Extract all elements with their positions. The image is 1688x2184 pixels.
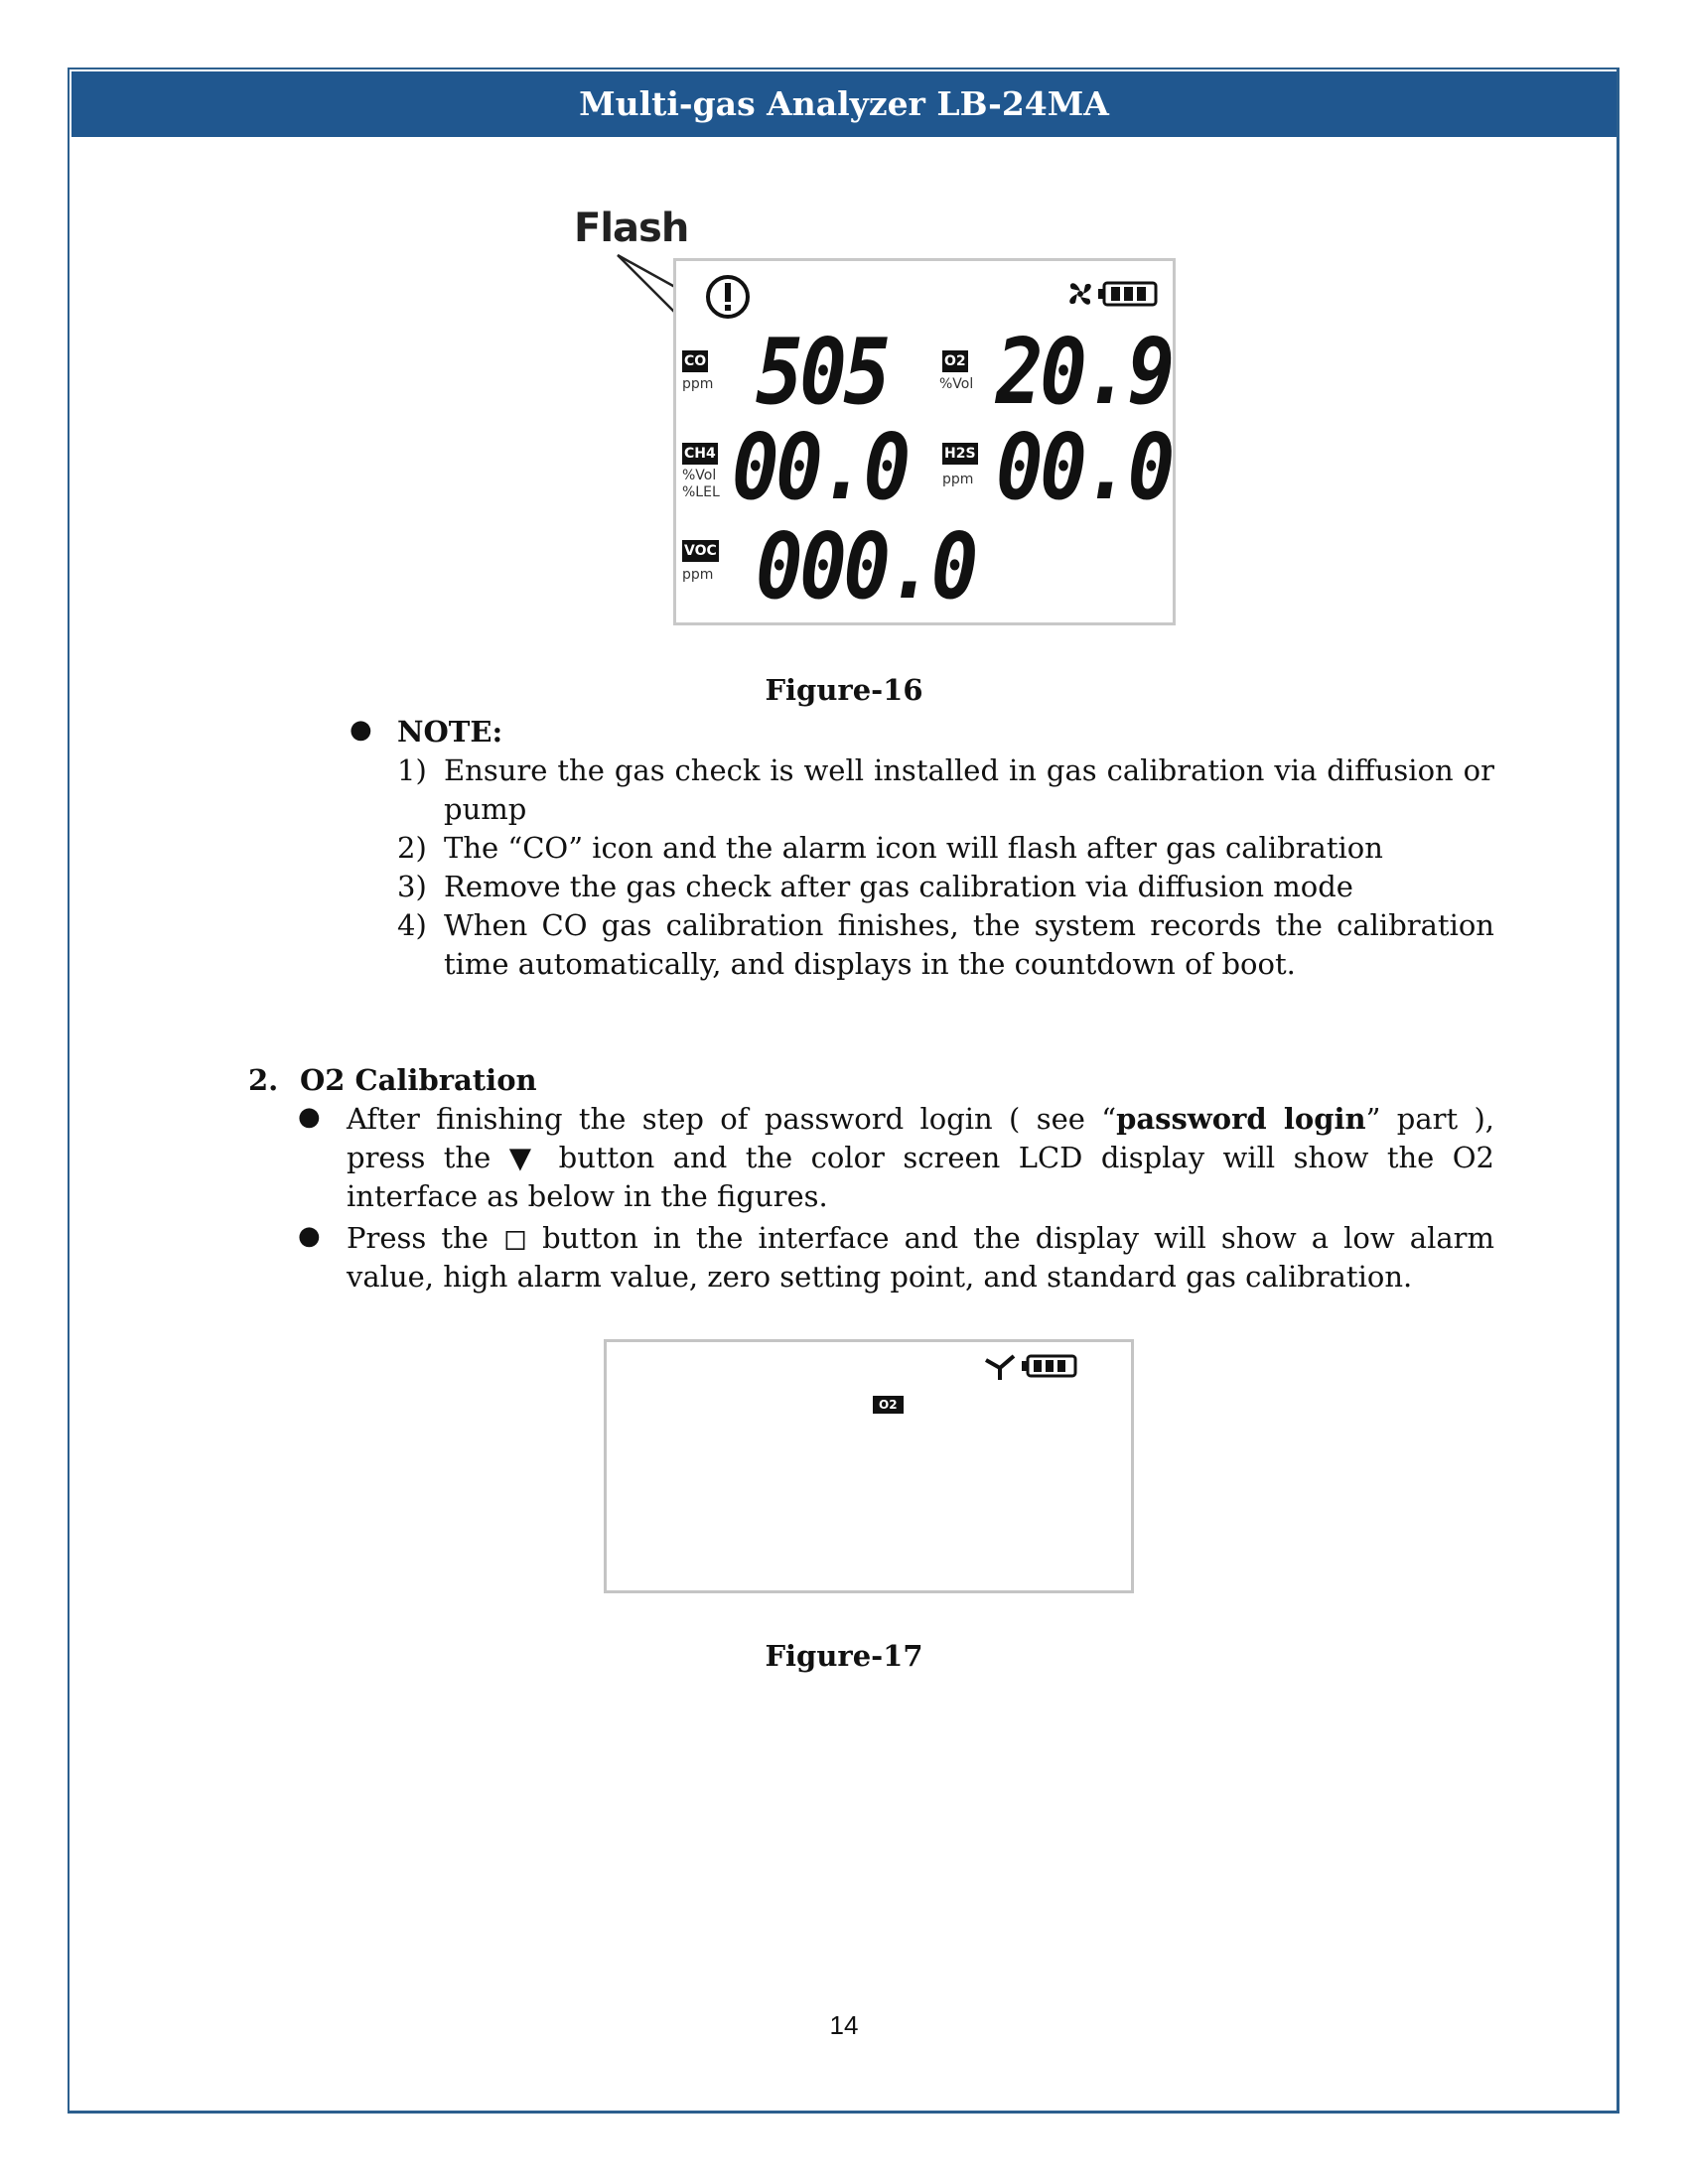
document-header: Multi-gas Analyzer LB-24MA [71, 71, 1617, 137]
paragraph-1-text-b: ” part ), press the ▼ button and the color screen LCD display will show the O2 interface as below in the figures. [347, 1102, 1494, 1213]
h2s-badge: H2S [942, 443, 978, 465]
lcd-screen [673, 258, 1176, 625]
ch4-reading: 00.0 [732, 414, 908, 520]
figure-17-caption: Figure-17 [765, 1639, 923, 1673]
h2s-reading: 00.0 [996, 414, 1172, 520]
alarm-icon [704, 273, 752, 321]
co-badge: CO [682, 350, 708, 372]
page-number: 14 [829, 2010, 859, 2040]
section-2-title: O2 Calibration [300, 1063, 537, 1097]
note-item-3-number: 3) [397, 870, 427, 903]
figure-16-lcd-illustration [566, 204, 1182, 630]
antenna-icon [984, 1352, 1022, 1382]
o2-reading: 20.9 [996, 319, 1172, 425]
o2-badge: O2 [873, 1396, 904, 1414]
section-2-number: 2. [248, 1063, 279, 1097]
co-reading: 505 [756, 319, 888, 425]
note-bullet: ● [350, 715, 372, 745]
voc-badge: VOC [682, 540, 719, 562]
paragraph-1-text-a: After finishing the step of password login ( see “ [347, 1102, 1117, 1136]
note-item-4-text: When CO gas calibration finishes, the system records the calibration time automatically, and displays in the countdown of boot. [444, 908, 1494, 981]
figure-17-lcd-illustration [604, 1339, 1134, 1593]
note-item-2-text: The “CO” icon and the alarm icon will flash after gas calibration [444, 831, 1383, 865]
voc-reading: 000.0 [756, 513, 975, 619]
voc-unit: ppm [682, 567, 714, 583]
password-login-reference: password login [1116, 1102, 1366, 1136]
note-item-4-number: 4) [397, 908, 427, 942]
co-unit: ppm [682, 376, 714, 392]
section-2-paragraph-2: Press the ◻ button in the interface and the display will show a low alarm value, high alarm value, zero setting point, and standard gas calibration. [347, 1221, 1494, 1294]
o2-badge: O2 [942, 350, 968, 372]
battery-icon [1098, 281, 1160, 307]
battery-icon [1022, 1354, 1079, 1378]
note-heading: NOTE: [397, 715, 503, 749]
ch4-badge: CH4 [682, 443, 718, 465]
o2-unit: %Vol [939, 376, 974, 392]
fan-icon [1063, 277, 1097, 311]
h2s-unit: ppm [942, 472, 974, 487]
ch4-unit: %Vol %LEL [682, 468, 720, 500]
bullet-dot-1: ● [298, 1102, 321, 1132]
note-item-2-number: 2) [397, 831, 427, 865]
bullet-dot-2: ● [298, 1221, 321, 1251]
note-item-1-text: Ensure the gas check is well installed in gas calibration via diffusion or pump [444, 753, 1494, 826]
flash-callout-label: Flash [574, 205, 689, 251]
note-item-1-number: 1) [397, 753, 427, 787]
section-2-paragraph-1 [347, 1100, 1494, 1216]
note-item-3-text: Remove the gas check after gas calibration via diffusion mode [444, 870, 1353, 903]
figure-16-caption: Figure-16 [765, 673, 923, 707]
